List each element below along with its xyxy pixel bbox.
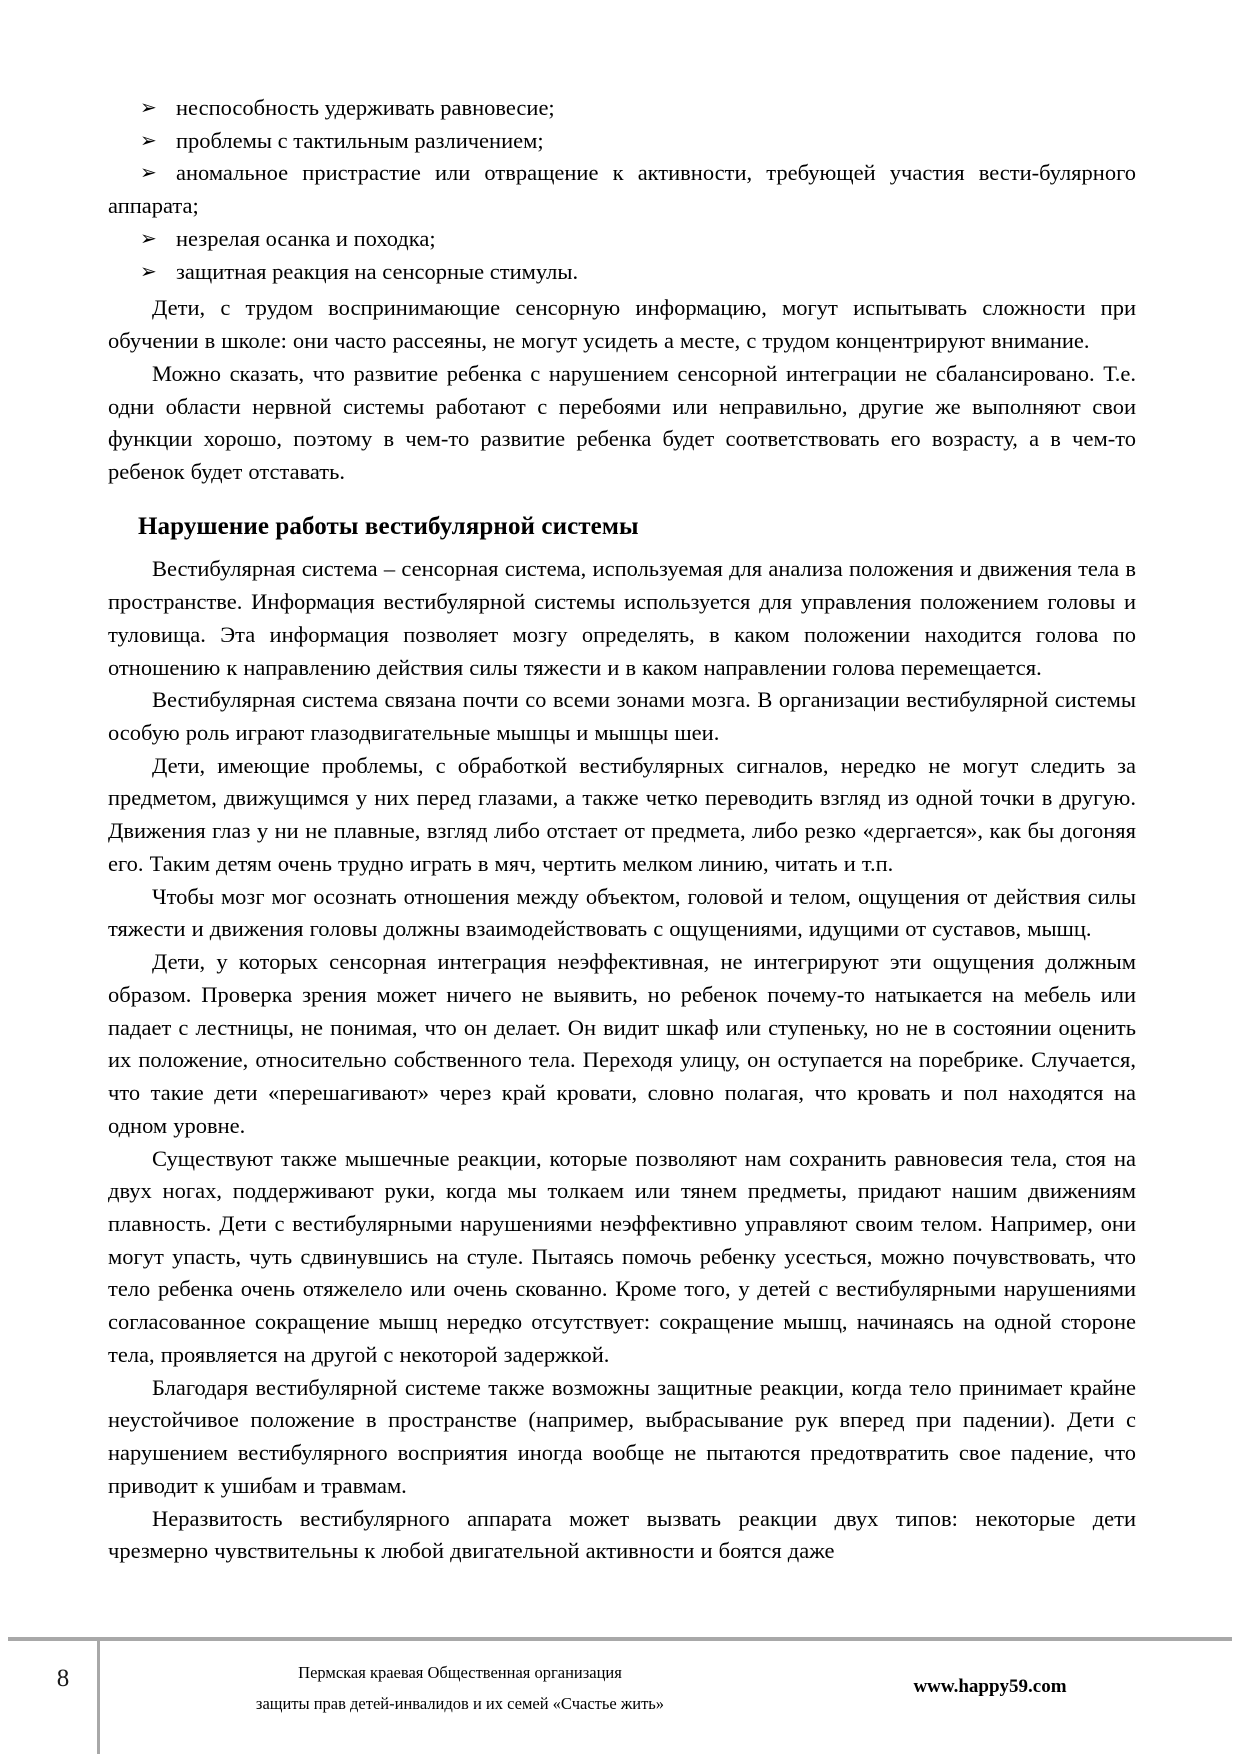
symptom-bullet-list	[108, 92, 1136, 288]
body-paragraph: Дети, имеющие проблемы, с обработкой вестибулярных сигналов, нередко не могут следить за предметом, движущимся у них перед глазами, а также четко переводить взгляд из одной точки в другую. Движения глаз у ни не плавные, взгляд либо отстает от предмета, либо резко «дергается», как бы догоняя его. Таким детям очень трудно играть в мяч, чертить мелком линию, читать и т.п.	[108, 752, 1136, 876]
list-item-label: неспособность удерживать равновесие;	[176, 95, 555, 120]
list-item	[108, 125, 1136, 158]
list-item	[108, 157, 1136, 222]
body-paragraph: Существуют также мышечные реакции, которые позволяют нам сохранить равновесия тела, стоя на двух ногах, поддерживают руки, когда мы толкаем или тянем предметы, придают нашим движениям плавность. Дети с вестибулярными нарушениями неэффективно управляют своим телом. Например, они могут упасть, чуть сдвинувшись на стуле. Пытаясь помочь ребенку усесться, можно почувствовать, что тело ребенка очень отяжелело или очень скованно. Кроме того, у детей с вестибулярными нарушениями согласованное сокращение мышц нередко отсутствует: сокращение мышц, начинаясь на одной стороне тела, проявляется на другой с некоторой задержкой.	[108, 1145, 1136, 1367]
body-paragraph: Дети, у которых сенсорная интеграция неэффективная, не интегрируют эти ощущения должным образом. Проверка зрения может ничего не выявить, но ребенок почему-то натыкается на мебель или падает с лестницы, не понимая, что он делает. Он видит шкаф или ступеньку, но не в состоянии оценить их положение, относительно собственного тела. Переходя улицу, он оступается на поребрике. Случается, что такие дети «перешагивают» через край кровати, словно полагая, что кровать и пол находятся на одном уровне.	[108, 949, 1136, 1138]
list-item-label: незрелая осанка и походка;	[176, 225, 436, 251]
section-heading: Нарушение работы вестибулярной системы	[138, 512, 639, 540]
footer-organization	[115, 1658, 805, 1719]
list-item	[108, 256, 1136, 289]
body-paragraph: Вестибулярная система связана почти со всеми зонами мозга. В организации вестибулярной системы особую роль играют глазодвигательные мышцы и мышцы шеи.	[108, 687, 1136, 745]
arrow-bullet-icon: ➢	[140, 160, 157, 185]
list-item	[108, 92, 1136, 125]
body-paragraph: Благодаря вестибулярной системе также возможны защитные реакции, когда тело принимает крайне неустойчивое положение в пространстве (например, выбрасывание рук вперед при падении). Дети с нарушением вестибулярного восприятия иногда вообще не пытаются предотвратить свое падение, что приводит к ушибам и травмам.	[108, 1374, 1136, 1498]
footer-vertical-rule	[97, 1638, 100, 1754]
list-item-label: проблемы с тактильным различением;	[176, 127, 544, 153]
arrow-bullet-icon: ➢	[140, 258, 157, 283]
footer-org-line-2: защиты прав детей-инвалидов и их семей «Счастье жить»	[255, 1693, 665, 1713]
arrow-bullet-icon: ➢	[140, 127, 157, 152]
footer-website-url: www.happy59.com	[913, 1676, 1067, 1697]
body-paragraph: Можно сказать, что развитие ребенка с нарушением сенсорной интеграции не сбалансировано. Т.е. одни области нервной системы работают с перебоями или неправильно, другие же выполняют свои функции хорошо, поэтому в чем-то развитие ребенка будет соответствовать его возрасту, а в чем-то ребенок будет отставать.	[108, 360, 1136, 485]
page-number: 8	[56, 1665, 70, 1692]
list-item-label: защитная реакция на сенсорные стимулы.	[176, 258, 579, 284]
arrow-bullet-icon: ➢	[140, 95, 157, 119]
list-item-label: аномальное пристрастие или отвращение к активности, требующей участия вести-булярного аппарата;	[108, 160, 1136, 219]
body-paragraph: Неразвитость вестибулярного аппарата может вызвать реакции двух типов: некоторые дети чрезмерно чувствительны к любой двигательной активности и боятся даже	[108, 1505, 1136, 1564]
body-paragraph: Вестибулярная система – сенсорная система, используемая для анализа положения и движения тела в пространстве. Информация вестибулярной системы используется для управления положением головы и туловища. Эта информация позволяет мозгу определять, в каком положении находится голова по отношению к направлению действия силы тяжести и в каком направлении голова перемещается.	[108, 556, 1136, 680]
arrow-bullet-icon: ➢	[140, 225, 157, 250]
list-item	[108, 223, 1136, 256]
footer-horizontal-rule	[8, 1637, 1232, 1641]
body-paragraph: Чтобы мозг мог осознать отношения между объектом, головой и телом, ощущения от действия силы тяжести и движения головы должны взаимодействовать с ощущениями, идущими от суставов, мышц.	[108, 883, 1136, 942]
body-paragraph: Дети, с трудом воспринимающие сенсорную информацию, могут испытывать сложности при обучении в школе: они часто рассеяны, не могут усидеть а месте, с трудом концентрируют внимание.	[108, 295, 1136, 354]
page-content	[108, 92, 1136, 1568]
footer-org-line-1: Пермская краевая Общественная организация	[298, 1663, 622, 1682]
page-footer	[0, 1630, 1240, 1754]
